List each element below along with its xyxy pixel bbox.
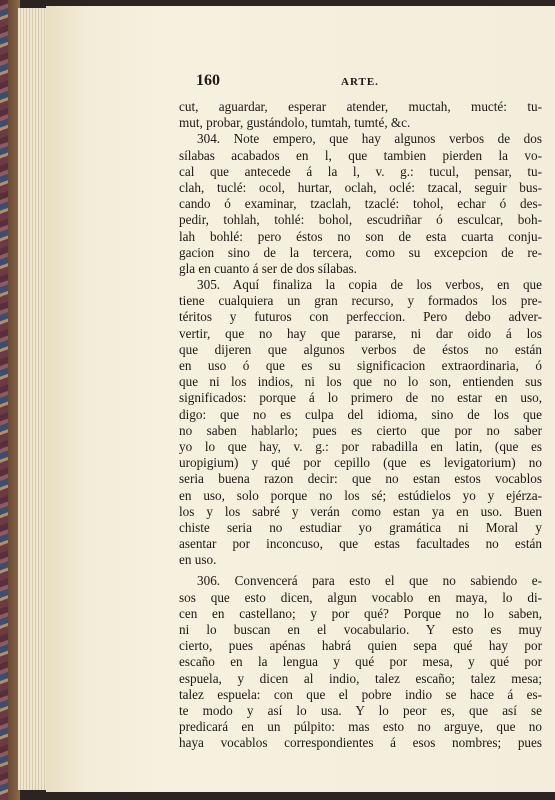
text-line: en uso, solo porque no los sé; estúdielos yo y ejérza- — [179, 487, 542, 503]
text-line: en uso ó que es su significacion extraordinaria, ó — [179, 358, 542, 373]
text-line: cando ó examinar, tzaclah, tzaclé: tohol, echar ó des- — [179, 196, 542, 212]
text-line: digo: que no es culpa del idioma, sino de los que — [179, 406, 542, 422]
text-line: espuela, y dicen al indio, talez escaño; talez mesa; — [179, 670, 542, 686]
text-line: uropigium) y qué por cepillo (que es levigatorium) no — [179, 455, 542, 471]
text-line: que ni los indios, ni los que no lo son, entienden sus — [179, 374, 542, 390]
text-line: tiene cualquiera un gran recurso, y formados los pre- — [179, 293, 542, 309]
text-line: en uso. — [179, 552, 217, 568]
page-body-text — [179, 99, 542, 752]
text-line: mut, probar, gustándolo, tumtah, tumté, &c. — [179, 115, 411, 131]
text-line: significados: porque á lo primero de no estar en uso, — [179, 390, 542, 406]
page-header — [46, 72, 555, 94]
text-line: cal que antecede á la l, v. g.: tucul, pensar, tu- — [179, 163, 542, 179]
text-line: haya vocablos correspondientes á esos nombres; pues — [179, 735, 542, 751]
text-line: 306. Convencerá para esto el que no sabiendo e- — [197, 573, 542, 589]
text-line: téritos y futuros con perfeccion. Pero debo adver- — [179, 309, 542, 325]
text-line: no saben hablarlo; pues es cierto que por no saber — [179, 422, 542, 438]
text-line: cierto, pues apénas habrá quien sepa qué hay por — [179, 638, 542, 654]
text-line: lah bohlé: pero éstos no son de esta cuarta conju- — [179, 228, 542, 244]
text-line: 304. Note empero, que hay algunos verbos de dos — [197, 131, 542, 147]
text-line: sílabas acabados en l, que tambien pierden la vo- — [179, 147, 542, 163]
book-page — [46, 6, 555, 792]
page-number: 160 — [196, 72, 220, 89]
text-line: yo lo que hay, v. g.: por rabadilla en latin, (que es — [179, 438, 542, 454]
text-line: te modo y así lo usa. Y lo peor es, que así se — [179, 702, 542, 718]
text-line: talez espuela: con que el pobre indio se hace á es- — [179, 686, 542, 702]
text-line: que dijeren que algunos verbos de éstos no están — [179, 341, 542, 357]
text-line: 305. Aquí finaliza la copia de los verbos, en que — [197, 277, 542, 293]
running-title: ARTE. — [341, 76, 379, 88]
page-stack-edges — [18, 8, 49, 790]
text-line: los y los sabré y verán como estan ya en uso. Buen — [179, 503, 542, 519]
text-line: ni lo buscan en el vocabulario. Y esto es muy — [179, 622, 542, 637]
text-line: gacion sino de la tercera, como su excepcion de re- — [179, 244, 542, 260]
text-line: asentar por inconcuso, que estas facultades no están — [179, 536, 542, 552]
text-line: sos que esto dicen, algun vocablo en maya, lo di- — [179, 589, 542, 605]
text-line: gla en cuanto á ser de dos sílabas. — [179, 260, 357, 276]
text-line: seria buena razon decir: que no estan estos vocablos — [179, 471, 542, 487]
text-line: cut, aguardar, esperar atender, muctah, mucté: tu- — [179, 99, 542, 114]
text-line: pedir, tohlah, tohlé: bohol, escudriñar ó esculcar, boh- — [179, 212, 542, 228]
text-line: predicará en un púlpito: mas esto no arguye, que no — [179, 719, 542, 735]
text-line: clah, tuclé: ocol, hurtar, oclah, oclé: tzacal, seguir bus- — [179, 179, 542, 195]
text-line: cen en castellano; y por qué? Porque no lo saben, — [179, 605, 542, 621]
text-line: escaño en la lengua y qué por mesa, y qué por — [179, 654, 542, 670]
text-line: vertir, que no hay que pararse, ni dar oido á los — [179, 325, 542, 341]
text-line: chiste seria no estudiar yo gramática ni Moral y — [179, 519, 542, 535]
